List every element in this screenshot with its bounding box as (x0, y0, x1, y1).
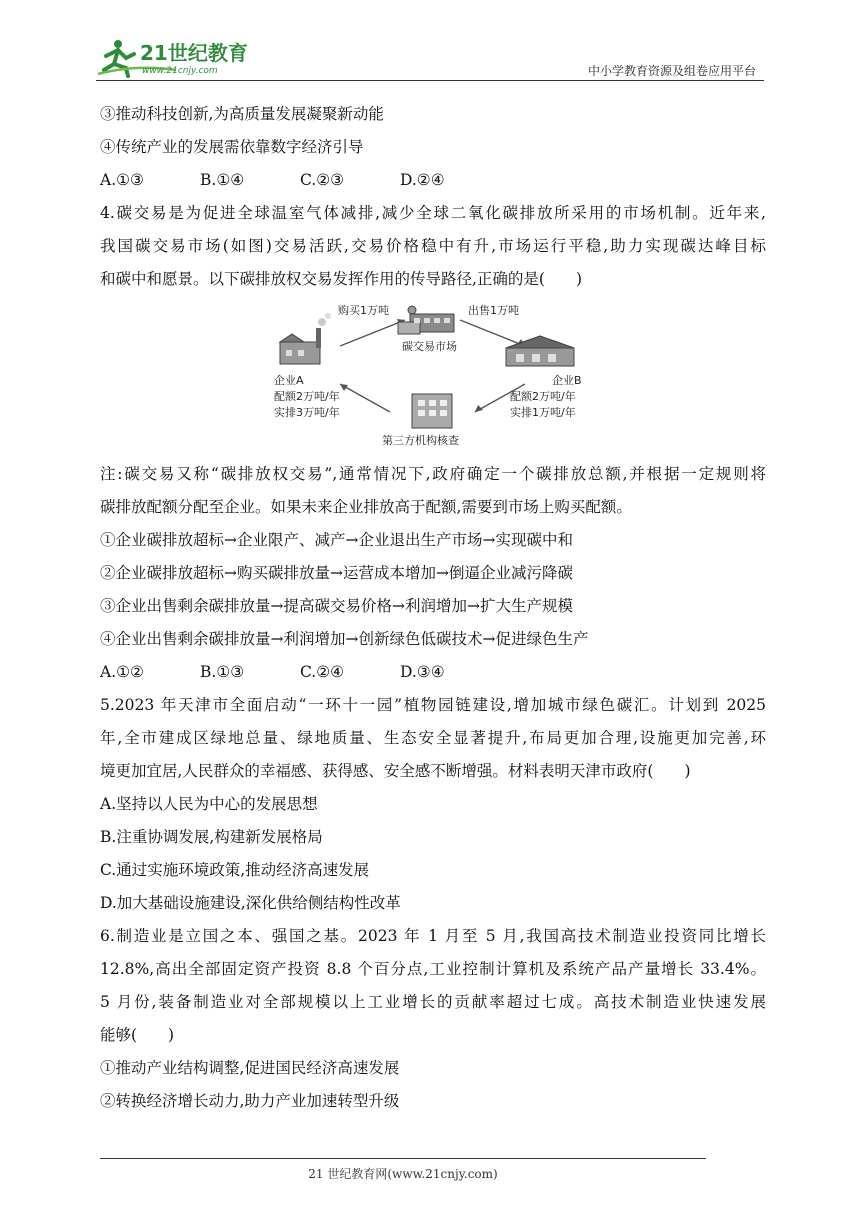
label-a-actual: 实排3万吨/年 (274, 406, 340, 419)
q4-item-2: ②企业碳排放超标→购买碳排放量→运营成本增加→倒逼企业减污降碳 (100, 564, 573, 582)
q3-option-4: ④传统产业的发展需依靠数字经济引导 (100, 138, 364, 156)
q4-choices (100, 656, 766, 689)
header-divider (96, 80, 764, 81)
q6-stem-3: 5 月份,装备制造业对全部规模以上工业增长的贡献率超过七成。高技术制造业快速发展 (100, 993, 766, 1011)
third-party-building-icon (412, 394, 452, 428)
question-content (100, 98, 766, 1118)
q5-stem-1: 5.2023 年天津市全面启动“一环十一园”植物园链建设,增加城市绿色碳汇。计划到 2025 (100, 696, 766, 714)
q4-stem-3: 和碳中和愿景。以下碳排放权交易发挥作用的传导路径,正确的是( ) (100, 270, 583, 288)
label-b-actual: 实排1万吨/年 (510, 406, 576, 419)
q4-item-4: ④企业出售剩余碳排放量→利润增加→创新绿色低碳技术→促进绿色生产 (100, 630, 589, 648)
q6-stem-2: 12.8%,高出全部固定资产投资 8.8 个百分点,工业控制计算机及系统产品产量增长 33.4%。 (100, 960, 766, 978)
page-header (96, 36, 764, 82)
label-a-name: 企业A (274, 374, 304, 387)
q3-choices (100, 164, 766, 197)
q4-item-1: ①企业碳排放超标→企业限产、减产→企业退出生产市场→实现碳中和 (100, 531, 573, 549)
q6-item-1: ①推动产业结构调整,促进国民经济高速发展 (100, 1059, 400, 1077)
q4-choice-b[interactable]: B.①③ (200, 663, 245, 681)
q3-choice-d[interactable]: D.②④ (400, 171, 445, 189)
q4-choice-c[interactable]: C.②④ (300, 663, 345, 681)
q5-choice-a[interactable]: A.坚持以人民为中心的发展思想 (100, 795, 318, 813)
q3-choice-a[interactable]: A.①③ (100, 171, 144, 189)
label-b-quota: 配额2万吨/年 (510, 390, 576, 403)
logo-url: www.21cnjy.com (142, 66, 218, 76)
label-b-name: 企业B (552, 374, 582, 387)
site-logo (96, 36, 266, 80)
q5-choice-c[interactable]: C.通过实施环境政策,推动经济高速发展 (100, 861, 370, 879)
q3-option-3: ③推动科技创新,为高质量发展凝聚新动能 (100, 105, 384, 123)
q4-stem-1: 4.碳交易是为促进全球温室气体减排,减少全球二氧化碳排放所采用的市场机制。近年来, (100, 204, 766, 222)
label-sell: 出售1万吨 (468, 304, 519, 317)
carbon-trade-diagram (270, 302, 590, 454)
q5-choice-b[interactable]: B.注重协调发展,构建新发展格局 (100, 828, 323, 846)
market-building-icon (398, 306, 454, 334)
q5-stem-3: 境更加宜居,人民群众的幸福感、获得感、安全感不断增强。材料表明天津市政府( ) (100, 762, 691, 780)
q6-stem-4: 能够( ) (100, 1026, 175, 1044)
label-third-party: 第三方机构核查 (382, 434, 459, 447)
q3-choice-c[interactable]: C.②③ (300, 171, 345, 189)
q4-note-1: 注:碳交易又称“碳排放权交易”,通常情况下,政府确定一个碳排放总额,并根据一定规则将 (100, 465, 766, 483)
q3-choice-b[interactable]: B.①④ (200, 171, 245, 189)
q4-note-2: 碳排放配额分配至企业。如果未来企业排放高于配额,需要到市场上购买配额。 (100, 498, 632, 516)
q5-stem-2: 年,全市建成区绿地总量、绿地质量、生态安全显著提升,布局更加合理,设施更加完善,环 (100, 729, 766, 747)
factory-b-icon (506, 336, 574, 366)
q5-choice-d[interactable]: D.加大基础设施建设,深化供给侧结构性改革 (100, 894, 401, 912)
platform-name: 中小学教育资源及组卷应用平台 (587, 64, 756, 78)
label-market: 碳交易市场 (402, 340, 457, 353)
q4-item-3: ③企业出售剩余碳排放量→提高碳交易价格→利润增加→扩大生产规模 (100, 597, 573, 615)
q6-stem-1: 6.制造业是立国之本、强国之基。2023 年 1 月至 5 月,我国高技术制造业投资同比增长 (100, 927, 766, 945)
footer-link[interactable]: 21 世纪教育网(www.21cnjy.com) (308, 1167, 498, 1181)
factory-a-icon (280, 313, 331, 364)
footer-divider (100, 1158, 706, 1159)
q6-item-2: ②转换经济增长动力,助力产业加速转型升级 (100, 1092, 400, 1110)
label-a-quota: 配额2万吨/年 (274, 390, 340, 403)
q4-choice-a[interactable]: A.①② (100, 663, 144, 681)
q4-stem-2: 我国碳交易市场(如图)交易活跃,交易价格稳中有升,市场运行平稳,助力实现碳达峰目标 (100, 237, 766, 255)
label-buy: 购买1万吨 (338, 304, 389, 317)
q4-choice-d[interactable]: D.③④ (400, 663, 445, 681)
logo-text: 21世纪教育 (140, 41, 248, 65)
